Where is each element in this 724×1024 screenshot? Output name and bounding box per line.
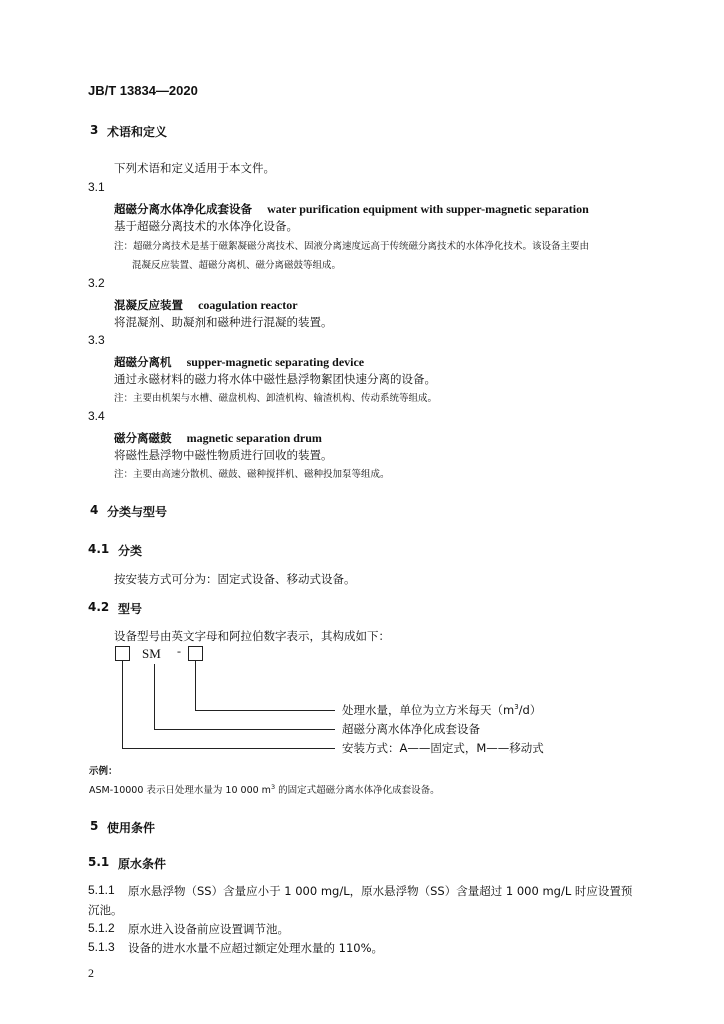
model-dash: - [177,644,181,658]
clause-5-1-1-continuation: 沉池。 [88,903,123,917]
section-3-number: 3 [90,123,99,137]
term-3-2-en: coagulation reactor [198,298,298,312]
clause-5-1-3-text: 设备的进水水量不应超过额定处理水量的 110%。 [128,941,384,955]
sm-leader-vertical [154,664,155,729]
section-4-2-text: 设备型号由英文字母和阿拉伯数字表示，其构成如下： [114,629,390,643]
install-leader-vertical [122,661,123,748]
install-type-label: 安装方式：A——固定式，M——移动式 [342,741,544,755]
term-3-1-en: water purification equipment with supper-magnetic separation [267,202,589,216]
page-number: 2 [88,966,94,980]
term-3-4-number: 3.4 [88,409,105,423]
capacity-label: 处理水量，单位为立方米每天$(m^3/d)$ [342,703,542,717]
section-4-number: 4 [90,503,99,517]
section-5-1-number: 5.1 [88,855,110,869]
example-text: ASM-10000 表示日处理水量为 10 000 $m^3$ 的固定式超磁分离水体净化成套设备。 [89,782,440,796]
clause-5-1-2-number: 5.1.2 [88,921,115,935]
clause-5-1-1-number: 5.1.1 [88,883,115,897]
term-3-4-heading [114,427,322,446]
term-3-2-heading [114,294,298,313]
term-3-1-heading [114,198,589,217]
term-3-4-en: magnetic separation drum [186,431,322,445]
section-4-title: 分类与型号 [107,505,168,519]
term-3-3-number: 3.3 [88,333,105,347]
clause-5-1-3-number: 5.1.3 [88,940,115,954]
section-4-2-number: 4.2 [88,600,110,614]
term-3-3-cn: 超磁分离机 [114,355,172,369]
term-3-2-number: 3.2 [88,276,105,290]
term-3-1-note-line-1: 注：超磁分离技术是基于磁絮凝磁分离技术、固液分离速度远高于传统磁分离技术的水体净化技术。该设备主要由 [114,241,590,252]
section-5-1-title: 原水条件 [118,857,167,871]
section-5-number: 5 [90,819,99,833]
term-3-3-definition: 通过永磁材料的磁力将水体中磁性悬浮物絮团快速分离的设备。 [114,372,436,386]
section-5-title: 使用条件 [107,821,156,835]
install-leader-horizontal [122,748,335,749]
term-3-1-definition: 基于超磁分离技术的水体净化设备。 [114,219,298,233]
term-3-2-cn: 混凝反应装置 [114,298,183,312]
section-4-1-number: 4.1 [88,542,110,556]
term-3-4-cn: 磁分离磁鼓 [114,431,172,445]
section-4-1-text: 按安装方式可分为：固定式设备、移动式设备。 [114,572,356,586]
term-3-3-heading [114,351,364,370]
term-3-2-definition: 将混凝剂、助凝剂和磁种进行混凝的装置。 [114,315,333,329]
model-sm-code: SM [142,646,161,661]
capacity-leader-vertical [195,661,196,710]
clause-5-1-2-text: 原水进入设备前应设置调节池。 [128,922,289,936]
section-3-title: 术语和定义 [107,125,168,139]
section-4-1-title: 分类 [118,544,143,558]
term-3-4-definition: 将磁性悬浮物中磁性物质进行回收的装置。 [114,448,333,462]
term-3-3-en: supper-magnetic separating device [186,355,365,369]
sm-leader-horizontal [154,729,335,730]
standard-number: JB/T 13834—2020 [88,83,198,98]
section-4-2-title: 型号 [118,602,143,616]
equipment-label: 超磁分离水体净化成套设备 [342,722,480,736]
section-3-intro: 下列术语和定义适用于本文件。 [114,161,275,175]
term-3-3-note: 注：主要由机架与水槽、磁盘机构、卸渣机构、输渣机构、传动系统等组成。 [114,393,438,404]
install-type-box [115,646,130,661]
clause-5-1-1-text: 原水悬浮物（SS）含量应小于 1 000 mg/L，原水悬浮物（SS）含量超过 1 000 mg/L 时应设置预 [128,884,633,898]
term-3-1-note-line-2: 混凝反应装置、超磁分离机、磁分离磁鼓等组成。 [132,260,342,271]
term-3-4-note: 注：主要由高速分散机、磁鼓、磁种搅拌机、磁种投加泵等组成。 [114,469,390,480]
example-title: 示例： [89,766,118,777]
term-3-1-cn: 超磁分离水体净化成套设备 [114,202,252,216]
capacity-leader-horizontal [195,710,335,711]
term-3-1-number: 3.1 [88,180,105,194]
capacity-box [188,646,203,661]
